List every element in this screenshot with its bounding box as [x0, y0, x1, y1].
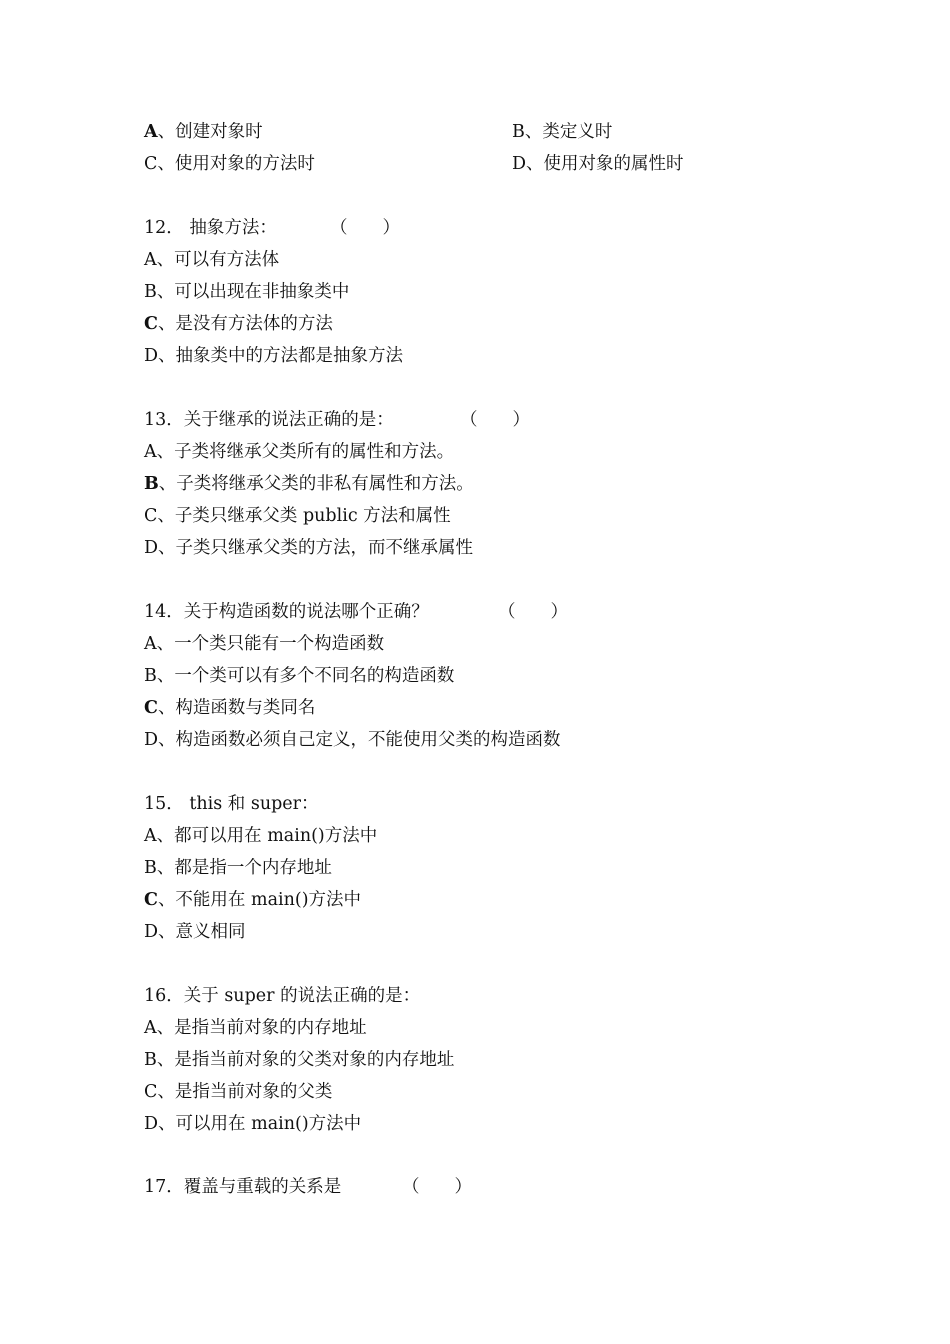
option-text: 、意义相同	[158, 922, 246, 942]
q16-option-d	[144, 1113, 361, 1135]
option-letter: A	[144, 250, 157, 270]
option-text: 、子类将继承父类所有的属性和方法。	[156, 442, 455, 462]
option-letter: B	[144, 666, 157, 686]
option-text: 、子类将继承父类的非私有属性和方法。	[158, 474, 474, 494]
q14-option-a	[144, 633, 384, 655]
q17-answer-bracket: （ ）	[402, 1177, 472, 1197]
option-letter: C	[144, 314, 158, 334]
q17-stem	[144, 1176, 341, 1198]
q12-option-b	[144, 281, 349, 303]
option-text: 、使用对象的属性时	[526, 154, 684, 174]
q12-stem	[144, 217, 277, 239]
option-letter: A	[144, 442, 157, 462]
option-text: 、都是指一个内存地址	[156, 858, 332, 878]
option-letter: D	[144, 346, 159, 366]
option-letter: C	[144, 154, 158, 174]
option-text: 、可以有方法体	[156, 250, 280, 270]
option-letter: B	[144, 282, 157, 302]
q14-option-d	[144, 729, 561, 751]
q13-option-a	[144, 441, 454, 463]
q14-option-c	[144, 697, 315, 719]
option-letter: B	[144, 858, 157, 878]
option-letter: C	[144, 890, 158, 910]
question-text: 15． this 和 super：	[144, 794, 319, 814]
option-text: 、抽象类中的方法都是抽象方法	[158, 346, 404, 366]
q16-option-b	[144, 1049, 454, 1071]
q13-option-d	[144, 537, 473, 559]
q15-option-b	[144, 857, 332, 879]
option-letter: B	[144, 474, 159, 494]
option-text: 、是指当前对象的父类对象的内存地址	[156, 1050, 455, 1070]
q13-option-b	[144, 473, 474, 495]
option-letter: D	[512, 154, 527, 174]
q15-option-a	[144, 825, 377, 847]
option-letter: C	[144, 506, 158, 526]
q14-answer-bracket: （ ）	[498, 602, 568, 622]
option-text: 、子类只继承父类 public 方法和属性	[157, 506, 451, 526]
option-text: 、构造函数必须自己定义，不能使用父类的构造函数	[158, 730, 561, 750]
option-text: 、一个类只能有一个构造函数	[156, 634, 385, 654]
option-letter: B	[144, 1050, 157, 1070]
q12-answer-bracket: （ ）	[330, 218, 400, 238]
option-letter: C	[144, 1082, 158, 1102]
q14-stem	[144, 601, 429, 623]
question-text: 13．关于继承的说法正确的是：	[144, 410, 394, 430]
option-text: 、可以出现在非抽象类中	[156, 282, 350, 302]
option-text: 、是指当前对象的内存地址	[156, 1018, 367, 1038]
option-text: 、是指当前对象的父类	[157, 1082, 333, 1102]
option-text: 、使用对象的方法时	[157, 154, 315, 174]
question-text: 12． 抽象方法：	[144, 218, 277, 238]
option-letter: A	[144, 826, 157, 846]
q12-option-d	[144, 345, 403, 367]
q13-stem	[144, 409, 394, 431]
q15-option-d	[144, 921, 246, 943]
q14-option-b	[144, 665, 454, 687]
q13-answer-bracket: （ ）	[460, 410, 530, 430]
option-letter: A	[144, 122, 158, 142]
q15-stem	[144, 793, 319, 815]
q12-option-c	[144, 313, 333, 335]
option-text: 、子类只继承父类的方法，而不继承属性	[158, 538, 474, 558]
option-letter: A	[144, 1018, 157, 1038]
option-text: 、是没有方法体的方法	[157, 314, 333, 334]
q11-option-b	[512, 121, 612, 143]
q11-option-a	[144, 121, 263, 143]
question-text: 14．关于构造函数的说法哪个正确？	[144, 602, 429, 622]
q16-stem	[144, 985, 420, 1007]
option-text: 、都可以用在 main()方法中	[156, 826, 378, 846]
option-text: 、可以用在 main()方法中	[158, 1114, 362, 1134]
option-text: 、创建对象时	[157, 122, 263, 142]
option-letter: D	[144, 922, 159, 942]
option-text: 、类定义时	[524, 122, 613, 142]
option-letter: D	[144, 730, 159, 750]
q11-option-d	[512, 153, 684, 175]
option-text: 、构造函数与类同名	[157, 698, 316, 718]
option-letter: A	[144, 634, 157, 654]
option-letter: B	[512, 122, 525, 142]
q16-option-a	[144, 1017, 367, 1039]
option-letter: D	[144, 538, 159, 558]
option-text: 、一个类可以有多个不同名的构造函数	[156, 666, 455, 686]
option-text: 、不能用在 main()方法中	[157, 890, 362, 910]
option-letter: C	[144, 698, 158, 718]
option-letter: D	[144, 1114, 159, 1134]
question-text: 16．关于 super 的说法正确的是：	[144, 986, 421, 1006]
q15-option-c	[144, 889, 361, 911]
q13-option-c	[144, 505, 451, 527]
q16-option-c	[144, 1081, 332, 1103]
question-text: 17．覆盖与重载的关系是	[144, 1177, 342, 1197]
q11-option-c	[144, 153, 315, 175]
q12-option-a	[144, 249, 279, 271]
